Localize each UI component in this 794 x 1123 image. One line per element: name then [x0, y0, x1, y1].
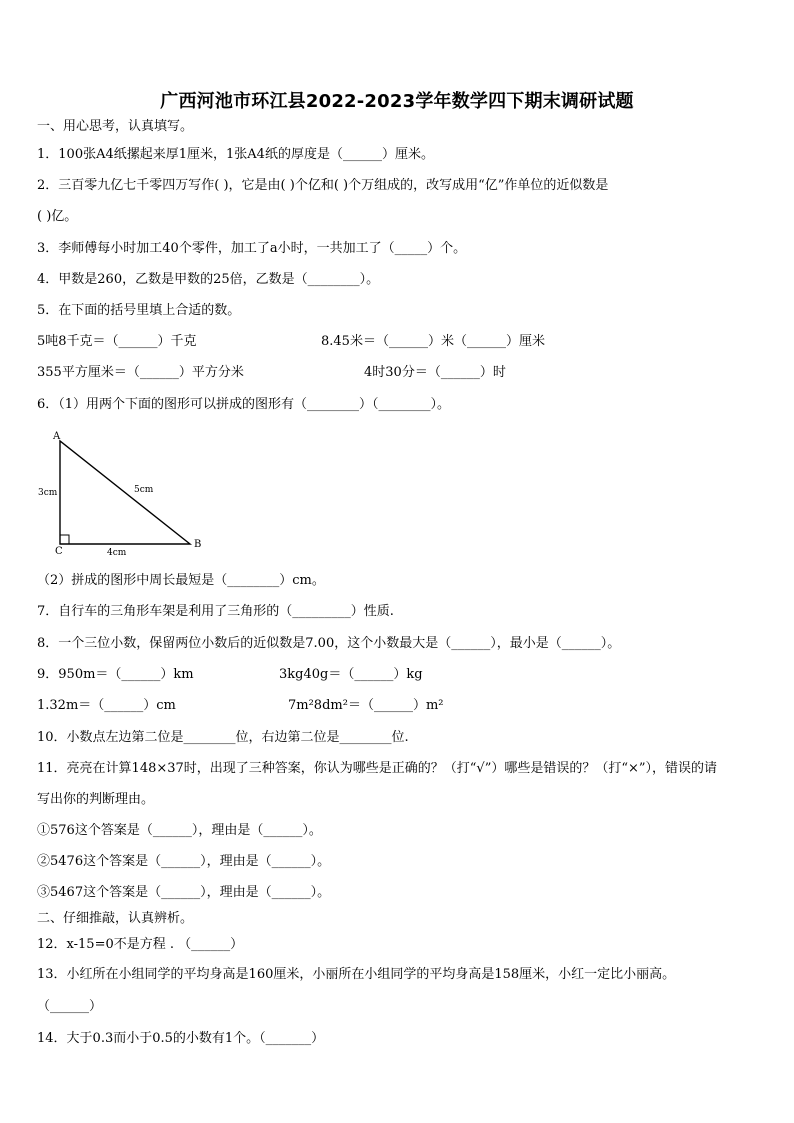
question-13-line-1: 13．小红所在小组同学的平均身高是160厘米，小丽所在小组同学的平均身高是158厘米，小红一定比小丽高。	[37, 967, 676, 982]
right-triangle-figure	[30, 425, 220, 560]
question-11-item-2: ②5476这个答案是（______），理由是（______）。	[37, 854, 331, 869]
triangle-shape	[60, 441, 190, 544]
question-8: 8．一个三位小数，保留两位小数后的近似数是7.00，这个小数最大是（______），最小是（______）。	[37, 636, 621, 651]
question-4: 4．甲数是260，乙数是甲数的25倍，乙数是（________）。	[37, 272, 380, 287]
question-11-item-3: ③5467这个答案是（______），理由是（______）。	[37, 885, 331, 900]
question-14: 14．大于0.3而小于0.5的小数有1个。（_______）	[37, 1031, 325, 1046]
question-6-part-1: 6．（1）用两个下面的图形可以拼成的图形有（________）（________）。	[37, 397, 451, 412]
section-1-heading: 一、用心思考，认真填写。	[37, 119, 194, 134]
question-5: 5．在下面的括号里填上合适的数。	[37, 303, 241, 318]
page-title: 广西河池市环江县2022-2023学年数学四下期末调研试题	[160, 91, 634, 112]
vertex-b-label: B	[194, 539, 202, 550]
question-5-item-2: 8.45米＝（______）米（______）厘米	[321, 334, 545, 349]
vertex-a-label: A	[53, 431, 61, 442]
question-9-item-4: 7m²8dm²＝（______）m²	[288, 698, 444, 713]
right-angle-mark	[60, 535, 69, 544]
section-2-heading: 二、仔细推敲，认真辨析。	[37, 911, 194, 926]
question-9-item-1: 9．950m＝（______）km	[37, 667, 194, 682]
side-ab-label: 5cm	[134, 485, 154, 495]
question-11-item-1: ①576这个答案是（______），理由是（______）。	[37, 823, 322, 838]
question-13-line-2: （______）	[37, 999, 103, 1014]
question-10: 10．小数点左边第二位是________位，右边第二位是________位.	[37, 730, 409, 745]
question-5-item-3: 355平方厘米＝（______）平方分米	[37, 365, 244, 380]
side-cb-label: 4cm	[107, 548, 127, 558]
question-2-line-1: 2．三百零九亿七千零四万写作( )，它是由( )个亿和( )个万组成的，改写成用“亿”作单位的近似数是	[37, 178, 609, 193]
question-5-item-1: 5吨8千克＝（______）千克	[37, 334, 197, 349]
vertex-c-label: C	[55, 546, 63, 557]
question-7: 7．自行车的三角形车架是利用了三角形的（_________）性质.	[37, 604, 394, 619]
question-9-item-2: 3kg40g＝（______）kg	[279, 667, 423, 682]
question-11-line-2: 写出你的判断理由。	[37, 792, 155, 807]
question-3: 3．李师傅每小时加工40个零件，加工了a小时，一共加工了（_____）个。	[37, 241, 467, 256]
question-11-line-1: 11．亮亮在计算148×37时，出现了三种答案，你认为哪些是正确的？（打“√”）哪些是错误的？（打“×”），错误的请	[37, 761, 718, 776]
question-9-item-3: 1.32m＝（______）cm	[37, 698, 176, 713]
question-12: 12．x-15=0不是方程 . （______）	[37, 937, 244, 952]
question-1: 1．100张A4纸摞起来厚1厘米，1张A4纸的厚度是（______）厘米。	[37, 147, 434, 162]
question-2-line-2: ( )亿。	[37, 209, 78, 224]
question-5-item-4: 4时30分＝（______）时	[364, 365, 506, 380]
side-ac-label: 3cm	[38, 488, 58, 498]
question-6-part-2: （2）拼成的图形中周长最短是（________）cm。	[37, 573, 325, 588]
